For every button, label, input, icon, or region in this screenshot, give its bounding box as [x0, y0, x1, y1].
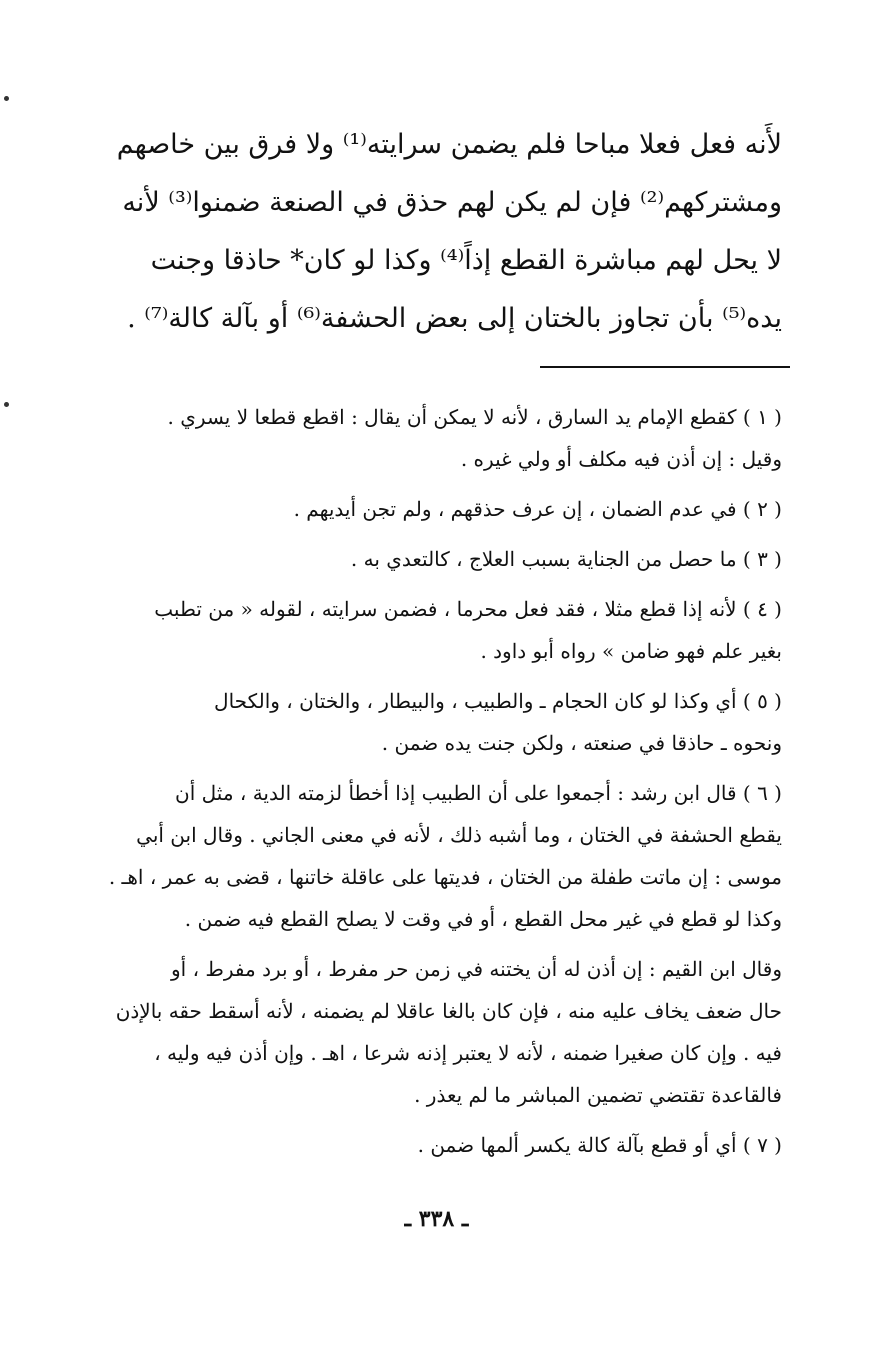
- footnote-7: [60, 1124, 782, 1166]
- footnote-4: [60, 588, 782, 672]
- footnote-line: ( ٤ ) لأنه إذا قطع مثلا ، فقد فعل محرما ، فضمن سرايته ، لقوله « من تطبب: [154, 597, 782, 621]
- footnote-line: موسى : إن ماتت طفلة من الختان ، فديتها على عاقلة خاتنها ، قضى به عمر ، اهـ .: [108, 865, 782, 889]
- margin-mark: [4, 96, 9, 101]
- main-text-line: لا يحل لهم مباشرة القطع إذاً⁽⁴⁾ وكذا لو كان* حاذقا وجنت: [150, 245, 782, 276]
- footnote-line: ( ١ ) كقطع الإمام يد السارق ، لأنه لا يمكن أن يقال : اقطع قطعا لا يسري .: [167, 405, 782, 429]
- footnote-5: [60, 680, 782, 764]
- footnote-line: ( ٧ ) أي أو قطع بآلة كالة يكسر ألمها ضمن .: [417, 1133, 782, 1157]
- footnote-3: [60, 538, 782, 580]
- footnote-line: وكذا لو قطع في غير محل القطع ، أو في وقت لا يصلح القطع فيه ضمن .: [184, 907, 782, 931]
- footnotes: [60, 396, 782, 1166]
- footnote-6: [60, 772, 782, 940]
- footnote-2: [60, 488, 782, 530]
- footnote-line: يقطع الحشفة في الختان ، وما أشبه ذلك ، لأنه في معنى الجاني . وقال ابن أبي: [136, 823, 782, 847]
- footnote-line: ونحوه ـ حاذقا في صنعته ، ولكن جنت يده ضمن .: [381, 731, 782, 755]
- main-text: [60, 116, 782, 348]
- footnote-line: ( ٣ ) ما حصل من الجناية بسبب العلاج ، كالتعدي به .: [350, 547, 782, 571]
- footnote-line: فالقاعدة تقتضي تضمين المباشر ما لم يعذر .: [414, 1083, 782, 1107]
- footnote-1: [60, 396, 782, 480]
- footnote-line: وقال ابن القيم : إن أذن له أن يختنه في زمن حر مفرط ، أو برد مفرط ، أو: [171, 957, 782, 981]
- footnote-line: حال ضعف يخاف عليه منه ، فإن كان بالغا عاقلا لم يضمنه ، لأنه أسقط حقه بالإذن: [115, 999, 782, 1023]
- main-text-line: ومشتركهم⁽²⁾ فإن لم يكن لهم حذق في الصنعة ضمنوا⁽³⁾ لأنه: [122, 187, 782, 218]
- main-text-line: لأَنه فعل فعلا مباحا فلم يضمن سرايته⁽¹⁾ ولا فرق بين خاصهم: [116, 129, 782, 160]
- footnote-line: ( ٦ ) قال ابن رشد : أجمعوا على أن الطبيب إذا أخطأ لزمته الدية ، مثل أن: [175, 781, 782, 805]
- footnote-divider: [540, 366, 790, 368]
- footnote-line: وقيل : إن أذن فيه مكلف أو ولي غيره .: [460, 447, 782, 471]
- page-number: ـ ٣٣٨ ـ: [404, 1206, 469, 1232]
- footnote-6-continued: [60, 948, 782, 1116]
- main-text-line: يده⁽⁵⁾ بأن تجاوز بالختان إلى بعض الحشفة⁽⁶⁾ أو بآلة كالة⁽⁷⁾ .: [127, 303, 782, 334]
- footnote-line: ( ٥ ) أي وكذا لو كان الحجام ـ والطبيب ، والبيطار ، والختان ، والكحال: [214, 689, 782, 713]
- footnote-line: فيه . وإن كان صغيرا ضمنه ، لأنه لا يعتبر إذنه شرعا ، اهـ . وإن أذن فيه وليه ،: [154, 1041, 782, 1065]
- footnote-line: بغير علم فهو ضامن » رواه أبو داود .: [480, 639, 782, 663]
- footnote-line: ( ٢ ) في عدم الضمان ، إن عرف حذقهم ، ولم تجن أيديهم .: [293, 497, 782, 521]
- margin-mark: [4, 402, 9, 407]
